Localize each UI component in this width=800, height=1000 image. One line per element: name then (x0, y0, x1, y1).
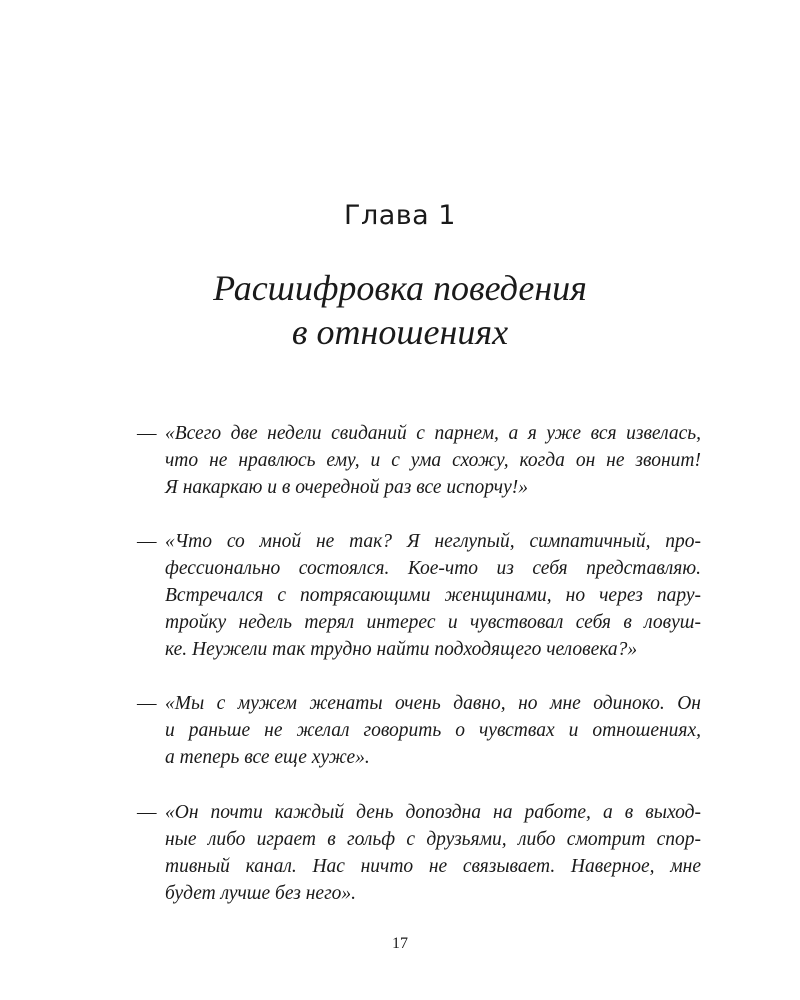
quote-line: и раньше не желал говорить о чувствах и отношениях, (165, 720, 701, 741)
quote-line: фессионально состоялся. Кое-что из себя представляю. (165, 558, 701, 579)
em-dash: — (137, 693, 157, 714)
quote-line: — «Мы с мужем женаты очень давно, но мне одиноко. Он (137, 690, 701, 717)
quote-line: что не нравлюсь ему, и с ума схожу, когда он не звонит! (165, 450, 701, 471)
quote-line: а теперь все еще хуже». (165, 747, 370, 768)
quote-line: — «Он почти каждый день допоздна на работе, а в выход- (137, 799, 701, 826)
quote-line: ные либо играет в гольф с друзьями, либо смотрит спор- (165, 829, 701, 850)
chapter-title-line-1: Расшифровка поведения (213, 268, 587, 308)
quote-line: тивный канал. Нас ничто не связывает. Наверное, мне (165, 856, 701, 877)
quote-line: тройку недель терял интерес и чувствовал себя в ловуш- (165, 612, 701, 633)
quote-line: Встречался с потрясающими женщинами, но через пару- (165, 585, 701, 606)
quote-line: — «Что со мной не так? Я неглупый, симпатичный, про- (137, 528, 701, 555)
quote-line: — «Всего две недели свиданий с парнем, а я уже вся извелась, (137, 420, 701, 447)
chapter-title-line-2: в отношениях (291, 312, 509, 352)
quote-4 (137, 799, 701, 907)
chapter-title (0, 266, 800, 354)
chapter-label: Глава 1 (344, 200, 456, 231)
quote-line: будет лучше без него». (165, 883, 357, 904)
quote-line: Я накаркаю и в очередной раз все испорчу!» (165, 477, 528, 498)
quote-3 (137, 690, 701, 771)
quote-line: ке. Неужели так трудно найти подходящего человека?» (165, 639, 638, 660)
em-dash: — (137, 531, 157, 552)
quote-2 (137, 528, 701, 663)
em-dash: — (137, 423, 157, 444)
quote-1 (137, 420, 701, 501)
em-dash: — (137, 802, 157, 823)
page-number: 17 (392, 935, 408, 952)
